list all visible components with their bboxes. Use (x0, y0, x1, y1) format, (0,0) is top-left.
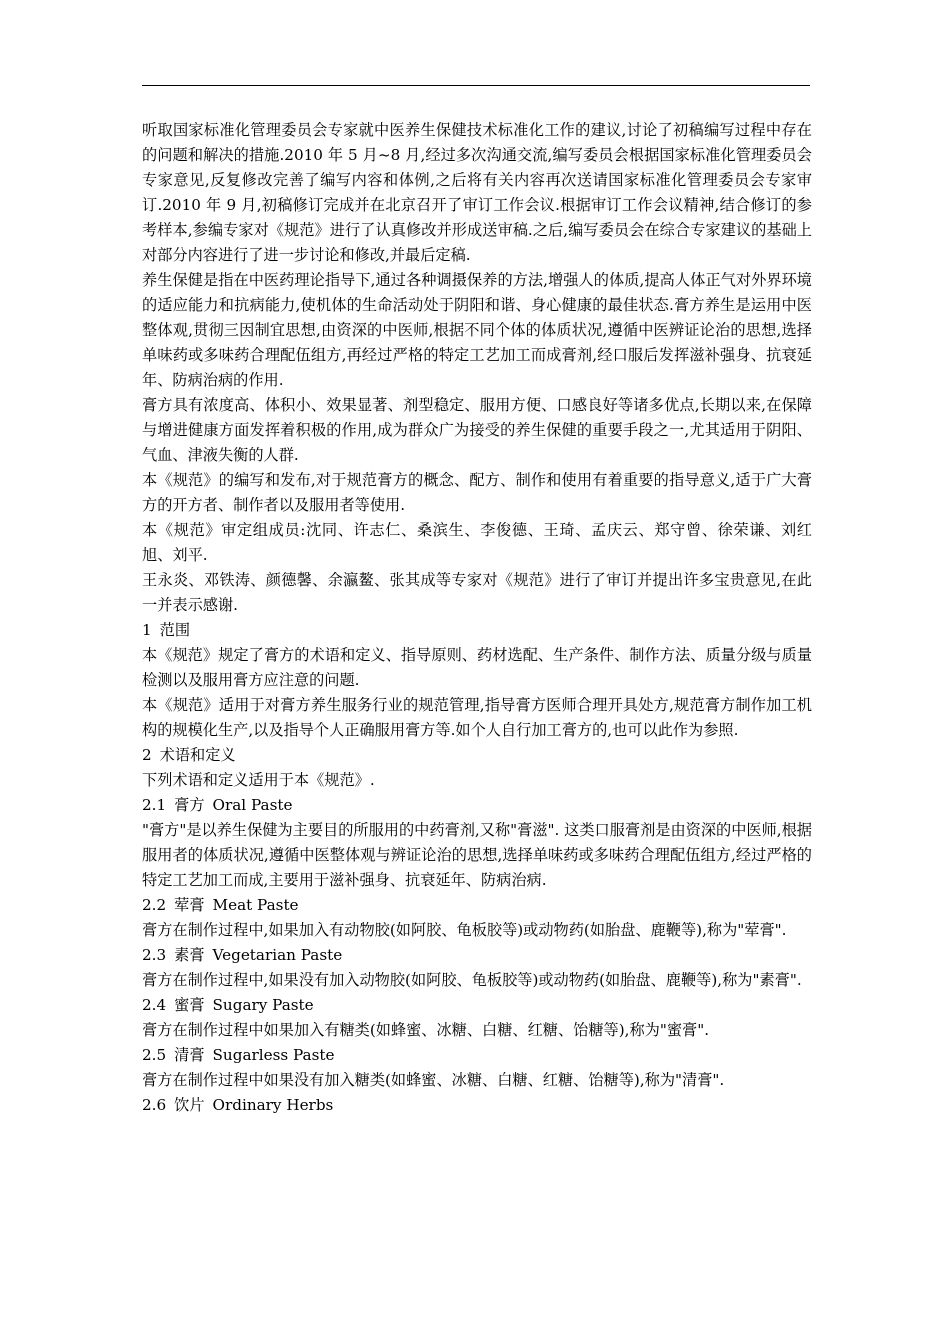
paragraph-intro-2: 养生保健是指在中医药理论指导下,通过各种调摄保养的方法,增强人的体质,提高人体正气对外界环境的适应能力和抗病能力,使机体的生命活动处于阴阳和谐、身心健康的最佳状态.膏方养生是运用中医整体观,贯彻三因制宜思想,由资深的中医师,根据不同个体的体质状况,遵循中医辨证论治的思想,选择单味药或多味药合理配伍组方,再经过严格的特定工艺加工而成膏剂,经口服后发挥滋补强身、抗衰延年、防病治病的作用. (142, 271, 812, 389)
paragraph-review-members: 本《规范》审定组成员:沈同、许志仁、桑滨生、李俊德、王琦、孟庆云、郑守曾、徐荣谦、刘红旭、刘平. (142, 521, 812, 564)
term-number: 2.1 (142, 796, 167, 814)
paragraph-terms-intro: 下列术语和定义适用于本《规范》. (142, 771, 375, 789)
section-heading-scope (142, 618, 812, 643)
term-en: Sugary Paste (212, 996, 314, 1014)
term-number: 2.3 (142, 946, 167, 964)
term-definition-sugary-paste: 膏方在制作过程中如果加入有糖类(如蜂蜜、冰糖、白糖、红糖、饴糖等),称为"蜜膏". (142, 1021, 710, 1039)
term-number: 2.2 (142, 896, 167, 914)
term-definition-meat-paste: 膏方在制作过程中,如果加入有动物胶(如阿胶、龟板胶等)或动物药(如胎盘、鹿鞭等),称为"荤膏". (142, 921, 787, 939)
term-en: Sugarless Paste (212, 1046, 335, 1064)
paragraph-intro-1: 听取国家标准化管理委员会专家就中医养生保健技术标准化工作的建议,讨论了初稿编写过程中存在的问题和解决的措施.2010 年 5 月~8 月,经过多次沟通交流,编写委员会根据国家标准化管理委员会专家意见,反复修改完善了编写内容和体例,之后将有关内容再次送请国家标准化管理委员会专家审订.2010 年 9 月,初稿修订完成并在北京召开了审订工作会议.根据审订工作会议精神,结合修订的参考样本,参编专家对《规范》进行了认真修改并形成送审稿.之后,编写委员会在综合专家建议的基础上对部分内容进行了进一步讨论和修改,并最后定稿. (142, 121, 812, 264)
section-title: 范围 (159, 621, 191, 639)
term-heading-vegetarian-paste (142, 943, 812, 968)
term-definition-vegetarian-paste: 膏方在制作过程中,如果没有加入动物胶(如阿胶、龟板胶等)或动物药(如胎盘、鹿鞭等),称为"素膏". (142, 971, 802, 989)
term-definition-sugarless-paste: 膏方在制作过程中如果没有加入糖类(如蜂蜜、冰糖、白糖、红糖、饴糖等),称为"清膏". (142, 1071, 725, 1089)
term-cn: 膏方 (174, 796, 205, 814)
term-number: 2.4 (142, 996, 167, 1014)
term-cn: 清膏 (174, 1046, 205, 1064)
document-body (142, 118, 812, 1118)
section-number: 2 (142, 746, 152, 764)
term-en: Vegetarian Paste (212, 946, 343, 964)
term-en: Oral Paste (212, 796, 293, 814)
paragraph-acknowledgement: 王永炎、邓铁涛、颜德馨、余瀛鳌、张其成等专家对《规范》进行了审订并提出许多宝贵意见,在此一并表示感谢. (142, 571, 812, 614)
section-title: 术语和定义 (159, 746, 236, 764)
paragraph-intro-3: 膏方具有浓度高、体积小、效果显著、剂型稳定、服用方便、口感良好等诸多优点,长期以来,在保障与增进健康方面发挥着积极的作用,成为群众广为接受的养生保健的重要手段之一,尤其适用于阴阳、气血、津液失衡的人群. (142, 396, 812, 464)
term-en: Meat Paste (212, 896, 299, 914)
term-heading-meat-paste (142, 893, 812, 918)
header-rule (142, 85, 810, 86)
term-heading-sugarless-paste (142, 1043, 812, 1068)
term-en: Ordinary Herbs (212, 1096, 334, 1114)
term-cn: 荤膏 (174, 896, 205, 914)
term-number: 2.5 (142, 1046, 167, 1064)
term-heading-sugary-paste (142, 993, 812, 1018)
paragraph-scope-1: 本《规范》规定了膏方的术语和定义、指导原则、药材选配、生产条件、制作方法、质量分级与质量检测以及服用膏方应注意的问题. (142, 646, 812, 689)
term-definition-oral-paste: "膏方"是以养生保健为主要目的所服用的中药膏剂,又称"膏滋". 这类口服膏剂是由资深的中医师,根据服用者的体质状况,遵循中医整体观与辨证论治的思想,选择单味药或多味药合理配伍组方,经过严格的特定工艺加工而成,主要用于滋补强身、抗衰延年、防病治病. (142, 821, 812, 889)
term-heading-ordinary-herbs (142, 1093, 812, 1118)
term-cn: 素膏 (174, 946, 205, 964)
term-cn: 饮片 (174, 1096, 205, 1114)
term-heading-oral-paste (142, 793, 812, 818)
term-number: 2.6 (142, 1096, 167, 1114)
section-number: 1 (142, 621, 152, 639)
paragraph-intro-4: 本《规范》的编写和发布,对于规范膏方的概念、配方、制作和使用有着重要的指导意义,适于广大膏方的开方者、制作者以及服用者等使用. (142, 471, 812, 514)
paragraph-scope-2: 本《规范》适用于对膏方养生服务行业的规范管理,指导膏方医师合理开具处方,规范膏方制作加工机构的规模化生产,以及指导个人正确服用膏方等.如个人自行加工膏方的,也可以此作为参照. (142, 696, 812, 739)
section-heading-terms (142, 743, 812, 768)
term-cn: 蜜膏 (174, 996, 205, 1014)
